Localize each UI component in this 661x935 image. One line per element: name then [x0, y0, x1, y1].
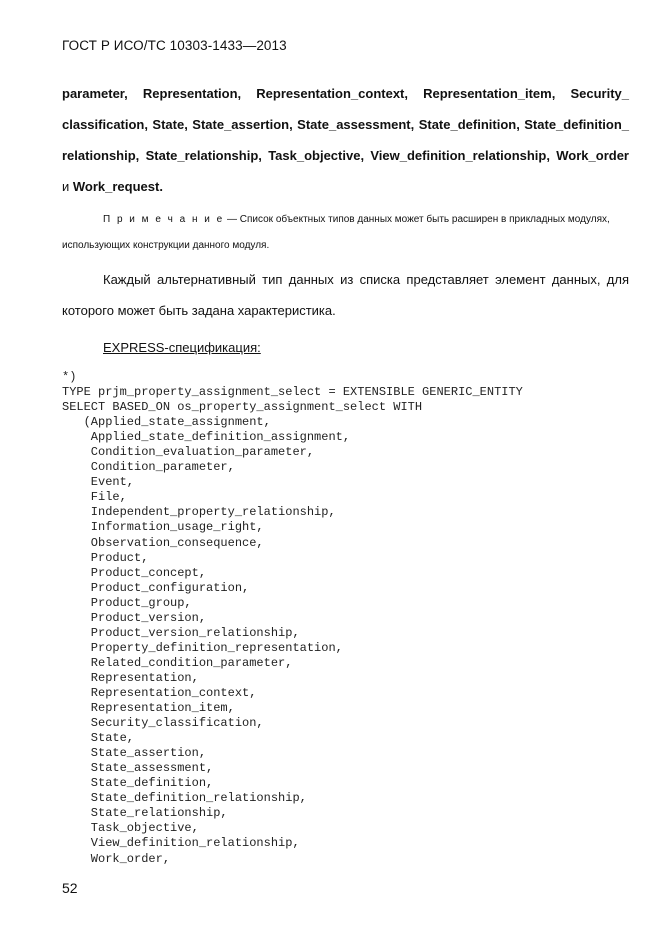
- paragraph-line-1: Каждый альтернативный тип данных из списка представляет элемент данных, для: [103, 272, 629, 287]
- page-number: 52: [62, 880, 78, 896]
- code-line: Representation_context,: [62, 685, 257, 700]
- trailing-period: .: [159, 179, 163, 194]
- code-line: Applied_state_definition_assignment,: [62, 430, 351, 445]
- code-line: State_definition_relationship,: [62, 791, 307, 806]
- code-line: State,: [62, 731, 135, 746]
- note-dash: —: [224, 214, 240, 225]
- code-line: (Applied_state_assignment,: [62, 415, 271, 430]
- code-line: File,: [62, 490, 127, 505]
- express-code-block: [62, 370, 523, 867]
- note-text-1: Список объектных типов данных может быть расширен в прикладных модулях,: [239, 214, 610, 225]
- code-line: Observation_consequence,: [62, 535, 264, 550]
- code-line: Product,: [62, 550, 149, 565]
- code-line: Product_version,: [62, 610, 207, 625]
- code-line: Property_definition_representation,: [62, 640, 343, 655]
- express-heading: EXPRESS-спецификация:: [103, 340, 261, 355]
- entity-list-line-4: [62, 179, 163, 194]
- code-line: Independent_property_relationship,: [62, 505, 336, 520]
- code-line: Work_order,: [62, 851, 171, 866]
- code-line: Product_version_relationship,: [62, 625, 300, 640]
- document-header: ГОСТ Р ИСО/ТС 10303-1433—2013: [62, 38, 287, 53]
- entity-list-line-2: classification, State, State_assertion, State_assessment, State_definition, State_definition_: [62, 117, 629, 132]
- code-line: SELECT BASED_ON os_property_assignment_select WITH: [62, 400, 423, 415]
- code-line: State_assessment,: [62, 761, 214, 776]
- entity-name: Work_request: [72, 179, 160, 194]
- code-line: Task_objective,: [62, 821, 199, 836]
- code-line: Representation,: [62, 670, 199, 685]
- code-line: Condition_parameter,: [62, 460, 235, 475]
- code-line: Product_group,: [62, 595, 192, 610]
- code-line: Condition_evaluation_parameter,: [62, 445, 315, 460]
- entity-list-line-1: parameter, Representation, Representation_context, Representation_item, Security_: [62, 86, 629, 101]
- paragraph-line-2: которого может быть задана характеристика.: [62, 303, 336, 318]
- note-label: П р и м е ч а н и е: [103, 214, 225, 225]
- note-line-2: использующих конструкции данного модуля.: [62, 240, 270, 251]
- code-line: Related_condition_parameter,: [62, 655, 293, 670]
- code-line: Product_configuration,: [62, 580, 250, 595]
- conjunction: и: [62, 179, 73, 194]
- code-line: Event,: [62, 475, 135, 490]
- code-line: Security_classification,: [62, 716, 264, 731]
- code-line: State_definition,: [62, 776, 214, 791]
- code-line: Information_usage_right,: [62, 520, 264, 535]
- code-line: TYPE prjm_property_assignment_select = EXTENSIBLE GENERIC_ENTITY: [62, 385, 523, 400]
- code-line: State_assertion,: [62, 746, 207, 761]
- entity-list-line-3: relationship, State_relationship, Task_objective, View_definition_relationship, Work_order: [62, 148, 629, 163]
- code-line: Product_concept,: [62, 565, 207, 580]
- note-line-1: [103, 214, 610, 225]
- code-line: Representation_item,: [62, 701, 235, 716]
- code-line: *): [62, 370, 77, 384]
- code-line: State_relationship,: [62, 806, 228, 821]
- code-line: View_definition_relationship,: [62, 836, 300, 851]
